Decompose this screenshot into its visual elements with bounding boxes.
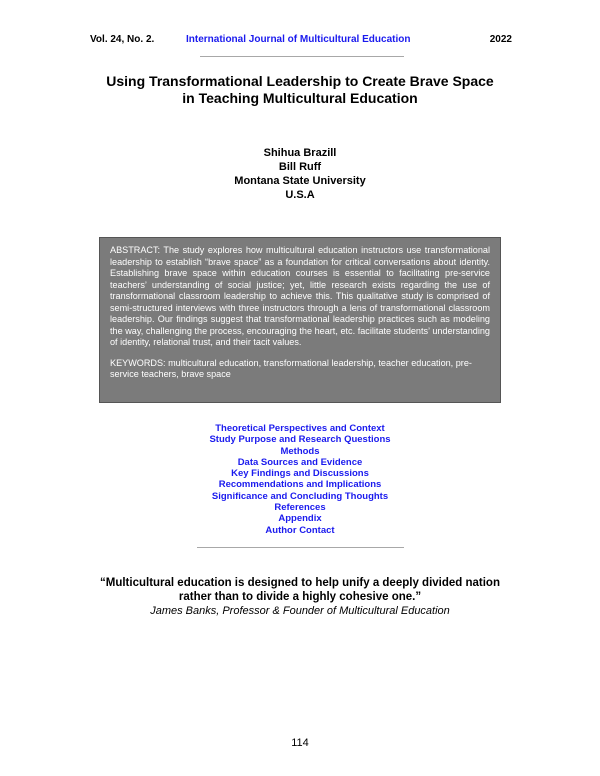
toc-link-references[interactable]: References: [274, 502, 326, 514]
author-block: [150, 146, 450, 202]
author-country: U.S.A: [285, 189, 315, 201]
toc-link-key-findings[interactable]: Key Findings and Discussions: [231, 468, 369, 480]
toc-link-appendix[interactable]: Appendix: [278, 513, 322, 525]
page-number: 114: [291, 737, 309, 749]
author-name: Bill Ruff: [278, 161, 322, 173]
toc-link-methods[interactable]: Methods: [280, 445, 320, 457]
quote-line-1: “Multicultural education is designed to help unify a deeply divided nation: [100, 577, 500, 589]
quote-line-2: rather than to divide a highly cohesive one.”: [178, 591, 422, 603]
author-affiliation: Montana State University: [234, 175, 366, 187]
article-title-line-1: Using Transformational Leadership to Create Brave Space: [106, 73, 494, 89]
volume-number: Vol. 24, No. 2.: [90, 34, 155, 45]
author-name: Shihua Brazill: [263, 147, 337, 159]
article-title-line-2: in Teaching Multicultural Education: [182, 90, 418, 106]
abstract-box: [99, 237, 501, 403]
quote-attribution: James Banks, Professor & Founder of Multicultural Education: [150, 605, 450, 617]
toc-link-theoretical-perspectives[interactable]: Theoretical Perspectives and Context: [215, 423, 385, 434]
toc-link-data-sources[interactable]: Data Sources and Evidence: [237, 456, 363, 468]
table-of-contents: [150, 423, 450, 536]
toc-divider: [197, 547, 404, 548]
toc-link-significance[interactable]: Significance and Concluding Thoughts: [211, 490, 389, 502]
toc-link-study-purpose[interactable]: Study Purpose and Research Questions: [209, 434, 391, 446]
header-divider: [200, 56, 404, 57]
toc-link-author-contact[interactable]: Author Contact: [265, 524, 335, 536]
journal-name-link[interactable]: International Journal of Multicultural Education: [186, 34, 411, 45]
publication-year: 2022: [489, 34, 512, 45]
epigraph-quote: [60, 576, 540, 618]
toc-link-recommendations[interactable]: Recommendations and Implications: [218, 479, 382, 491]
article-title: [60, 73, 540, 107]
keywords-text: KEYWORDS: multicultural education, transformational leadership, teacher education, pre-service teachers, brave space: [110, 357, 472, 379]
abstract-text: ABSTRACT: The study explores how multicultural education instructors use transformational leadership to establish “brave space” as a foundation for critical conversations about identity. Establishing brave space within education courses is essential to facilitating pre-service teachers’ understanding of social justice; yet, little research exists regarding the use of transformational classroom leadership to achieve this. This qualitative study is comprised of semi-structured interviews with three instructors through a lens of transformational classroom leadership. Our findings suggest that transformational leadership practices such as modeling the way, challenging the process, encouraging the heart, etc. facilitate students’ understanding of identity, relational trust, and their tacit values.: [110, 245, 490, 347]
running-header: [90, 34, 512, 50]
